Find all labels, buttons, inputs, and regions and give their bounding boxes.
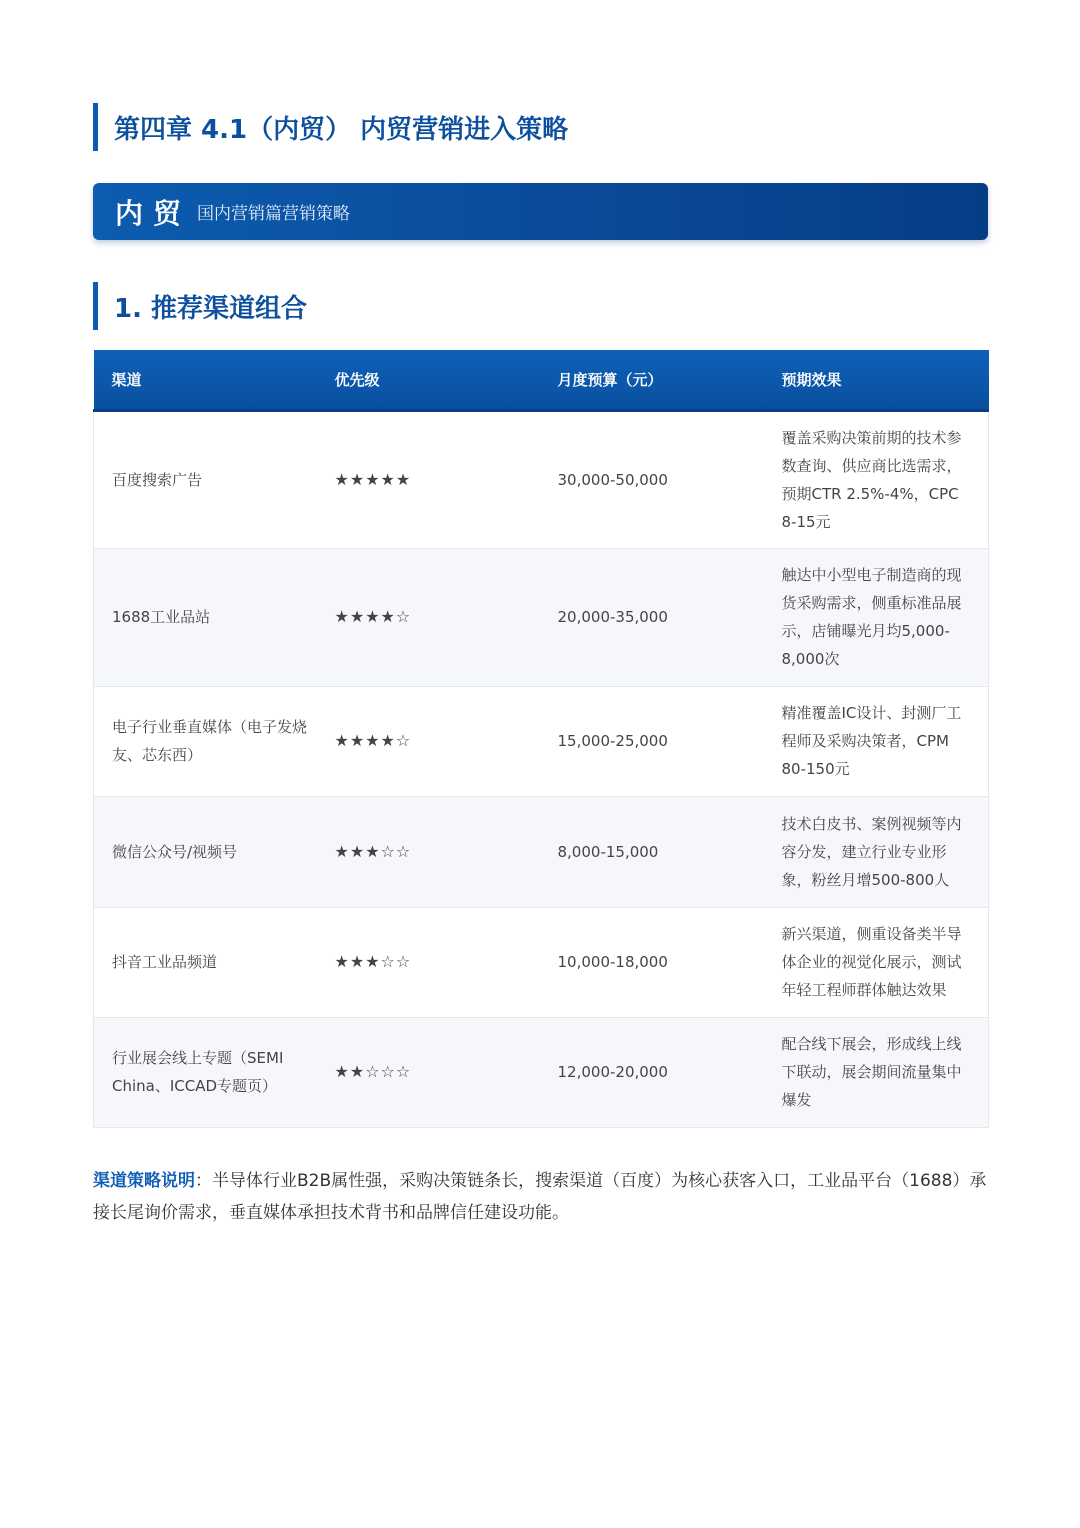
budget-cell: 10,000-18,000 (540, 907, 764, 1017)
priority-stars: ★★★★★ (317, 410, 540, 548)
table-header-row (94, 350, 989, 410)
budget-cell: 12,000-20,000 (540, 1017, 764, 1127)
budget-cell: 20,000-35,000 (540, 548, 764, 686)
header-channel: 渠道 (94, 350, 317, 410)
banner-main-label: 内贸 (115, 196, 192, 230)
channel-cell: 微信公众号/视频号 (94, 796, 317, 907)
table-row (94, 1017, 989, 1127)
strategy-note-text: ：半导体行业B2B属性强，采购决策链条长，搜索渠道（百度）为核心获客入口，工业品平台（1688）承接长尾询价需求，垂直媒体承担技术背书和品牌信任建设功能。 (93, 1171, 987, 1223)
section-banner (93, 183, 988, 240)
budget-cell: 8,000-15,000 (540, 796, 764, 907)
chapter-title (93, 103, 568, 151)
priority-stars: ★★★☆☆ (317, 796, 540, 907)
banner-subtitle: 国内营销篇营销策略 (197, 204, 351, 224)
channel-table (93, 350, 989, 1128)
priority-stars: ★★☆☆☆ (317, 1017, 540, 1127)
section-title-text: 1. 推荐渠道组合 (114, 293, 308, 324)
table-row (94, 796, 989, 907)
header-budget: 月度预算（元） (540, 350, 764, 410)
header-priority: 优先级 (317, 350, 540, 410)
effect-cell: 精准覆盖IC设计、封测厂工程师及采购决策者，CPM 80-150元 (764, 686, 989, 796)
strategy-note (93, 1165, 990, 1229)
budget-cell: 15,000-25,000 (540, 686, 764, 796)
priority-stars: ★★★★☆ (317, 686, 540, 796)
table-row (94, 686, 989, 796)
table-row (94, 410, 989, 548)
header-effect: 预期效果 (764, 350, 989, 410)
channel-cell: 百度搜索广告 (94, 410, 317, 548)
channel-cell: 1688工业品站 (94, 548, 317, 686)
effect-cell: 触达中小型电子制造商的现货采购需求，侧重标准品展示，店铺曝光月均5,000-8,000次 (764, 548, 989, 686)
channel-cell: 抖音工业品频道 (94, 907, 317, 1017)
effect-cell: 配合线下展会，形成线上线下联动，展会期间流量集中爆发 (764, 1017, 989, 1127)
priority-stars: ★★★★☆ (317, 548, 540, 686)
table-row (94, 907, 989, 1017)
priority-stars: ★★★☆☆ (317, 907, 540, 1017)
table-row (94, 548, 989, 686)
effect-cell: 覆盖采购决策前期的技术参数查询、供应商比选需求，预期CTR 2.5%-4%，CPC 8-15元 (764, 410, 989, 548)
channel-cell: 行业展会线上专题（SEMI China、ICCAD专题页） (94, 1017, 317, 1127)
section-title (93, 282, 307, 330)
effect-cell: 技术白皮书、案例视频等内容分发，建立行业专业形象，粉丝月增500-800人 (764, 796, 989, 907)
strategy-note-label: 渠道策略说明 (93, 1171, 195, 1191)
channel-cell: 电子行业垂直媒体（电子发烧友、芯东西） (94, 686, 317, 796)
effect-cell: 新兴渠道，侧重设备类半导体企业的视觉化展示，测试年轻工程师群体触达效果 (764, 907, 989, 1017)
chapter-title-text: 第四章 4.1（内贸） 内贸营销进入策略 (114, 114, 569, 145)
budget-cell: 30,000-50,000 (540, 410, 764, 548)
